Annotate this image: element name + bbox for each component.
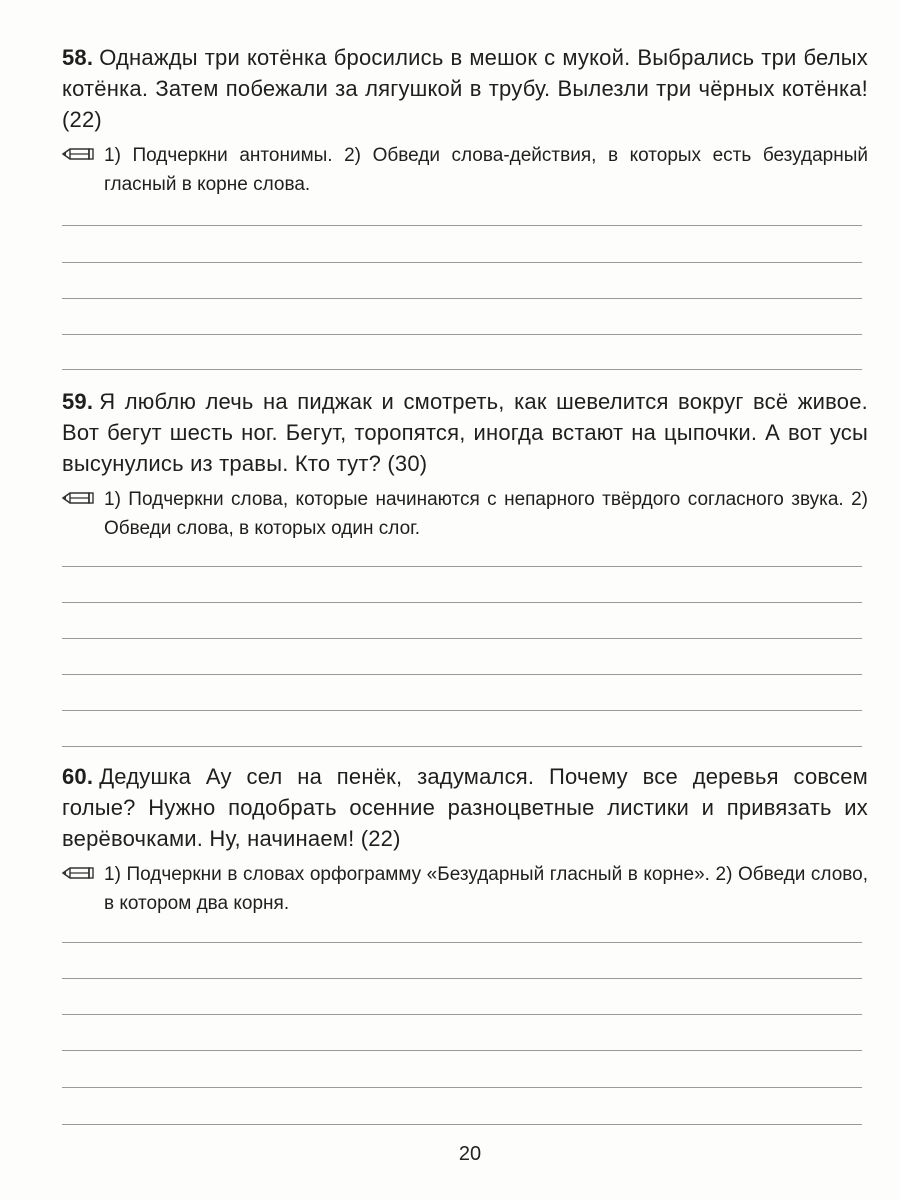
exercise-number: 58. [62, 45, 94, 70]
pencil-icon [62, 147, 94, 161]
exercise-text [62, 42, 868, 135]
pencil-icon [62, 866, 94, 880]
answer-line[interactable] [62, 942, 862, 943]
answer-line[interactable] [62, 746, 862, 747]
exercise-task [62, 860, 868, 918]
task-text: 1) Подчеркни слова, которые начинаются с непарного твёрдого согласного звука. 2) Обведи слова, в которых один слог. [104, 489, 868, 539]
answer-line[interactable] [62, 710, 862, 711]
answer-line[interactable] [62, 566, 862, 567]
answer-line[interactable] [62, 602, 862, 603]
pencil-icon [62, 491, 94, 505]
page-number: 20 [458, 1143, 482, 1165]
exercise-task [62, 485, 868, 543]
exercise-number: 60. [62, 764, 94, 789]
exercise-number: 59. [62, 389, 94, 414]
answer-line[interactable] [62, 369, 862, 370]
answer-line[interactable] [62, 334, 862, 335]
exercise-59 [62, 386, 868, 543]
task-text: 1) Подчеркни антонимы. 2) Обведи слова-действия, в которых есть безударный гласный в корне слова. [104, 145, 868, 195]
exercise-text [62, 386, 868, 479]
exercise-body: Однажды три котёнка бросились в мешок с мукой. Выбрались три белых котёнка. Затем побежали за лягушкой в трубу. Вылезли три чёрных котёнка! (22) [62, 45, 868, 132]
answer-line[interactable] [62, 638, 862, 639]
exercise-text [62, 761, 868, 854]
answer-line[interactable] [62, 298, 862, 299]
answer-line[interactable] [62, 1014, 862, 1015]
exercise-body: Дедушка Ау сел на пенёк, задумался. Почему все деревья совсем голые? Нужно подобрать осенние разноцветные листики и привязать их верёвочками. Ну, начинаем! (22) [62, 764, 868, 851]
exercise-task [62, 141, 868, 199]
answer-line[interactable] [62, 1050, 862, 1051]
answer-line[interactable] [62, 674, 862, 675]
answer-line[interactable] [62, 978, 862, 979]
answer-line[interactable] [62, 1087, 862, 1088]
exercise-60 [62, 761, 868, 918]
exercise-58 [62, 42, 868, 199]
answer-line[interactable] [62, 225, 862, 226]
exercise-body: Я люблю лечь на пиджак и смотреть, как шевелится вокруг всё живое. Вот бегут шесть ног. Бегут, торопятся, иногда встают на цыпочки. А вот усы высунулись из травы. Кто тут? (30) [62, 389, 868, 476]
answer-line[interactable] [62, 262, 862, 263]
task-text: 1) Подчеркни в словах орфограмму «Безударный гласный в корне». 2) Обведи слово, в котором два корня. [104, 864, 868, 914]
answer-line[interactable] [62, 1124, 862, 1125]
